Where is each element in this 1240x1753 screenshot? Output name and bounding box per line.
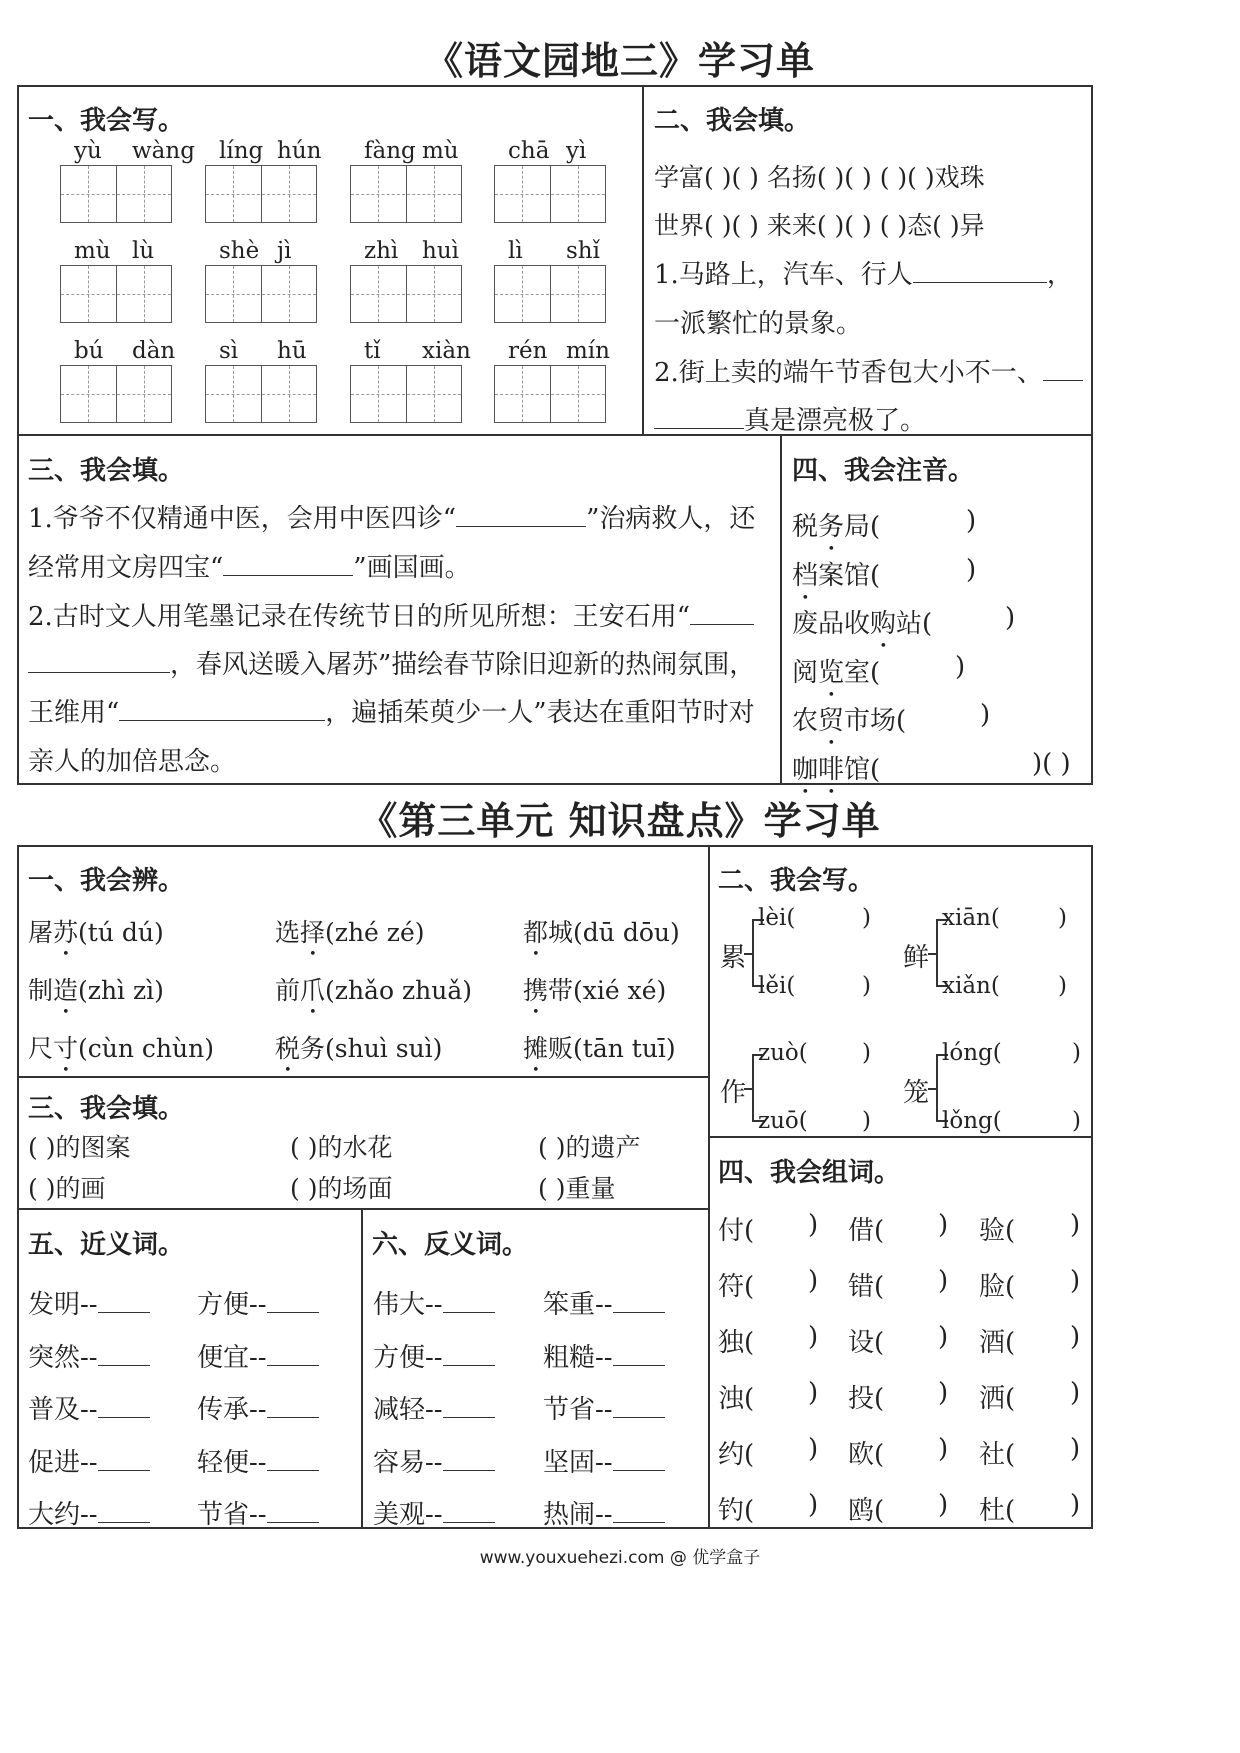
pinyin-label: mù [422, 138, 459, 164]
question-text: 王维用“ [28, 698, 120, 728]
section-heading-fill-2: 三、我会填。 [28, 456, 185, 486]
pronunciation-choice[interactable] [275, 971, 472, 1020]
answer-blank[interactable] [267, 1448, 319, 1471]
character-grid[interactable] [494, 265, 606, 323]
pronunciation-choice[interactable] [275, 1029, 442, 1078]
answer-blank[interactable] [443, 1395, 495, 1418]
dotted-char: 贸 [818, 706, 845, 736]
grid-guide [351, 294, 461, 295]
character-grid[interactable] [350, 165, 462, 223]
section-heading-fill: 二、我会填。 [654, 106, 811, 136]
word-pair [373, 1494, 495, 1531]
divider [361, 1208, 363, 1529]
answer-blank[interactable] [98, 1448, 150, 1471]
pinyin-label: lì [508, 238, 523, 264]
word-pair [197, 1442, 319, 1479]
word-pair [543, 1337, 665, 1374]
section-heading-phonetic: 四、我会注音。 [792, 456, 975, 486]
paren-close: ) [938, 1434, 949, 1464]
word-blank[interactable]: 洒( [979, 1384, 1016, 1414]
worksheet-title-1: 《语文园地三》学习单 [424, 39, 815, 83]
answer-blank[interactable] [456, 504, 586, 527]
word-pair [28, 1442, 150, 1479]
grid-guide [206, 194, 316, 195]
answer-blank[interactable] [98, 1500, 150, 1523]
word-blank[interactable]: 约( [718, 1440, 755, 1470]
answer-blank[interactable] [443, 1500, 495, 1523]
paren-close: ) [862, 973, 871, 999]
paren-close: ) [1072, 1040, 1081, 1066]
word-text: 节省-- [543, 1395, 613, 1425]
item-text: (zhé zé) [325, 918, 425, 947]
answer-paren[interactable]: ) [966, 506, 977, 536]
word-text: 坚固-- [543, 1447, 613, 1478]
pronunciation-choice[interactable] [523, 971, 666, 1020]
answer-blank[interactable] [443, 1290, 495, 1313]
pinyin-label: líng [219, 138, 264, 164]
item-text: 市场( [844, 706, 907, 736]
pinyin-label: dàn [132, 338, 176, 364]
pinyin-label: hū [277, 338, 307, 364]
item-text: 废品收 [792, 609, 871, 639]
question-text: 1.爷爷不仅精通中医，会用中医四诊“ [28, 504, 457, 534]
pronunciation-choice[interactable] [28, 971, 164, 1020]
word-pair [197, 1389, 319, 1426]
pronunciation-choice[interactable] [523, 913, 680, 962]
pronunciation-choice[interactable] [275, 913, 425, 962]
bracket [752, 1054, 754, 1122]
question-text: 真是漂亮极了。 [744, 406, 927, 436]
word-blank[interactable]: 钓( [718, 1496, 755, 1526]
answer-paren[interactable]: ) [980, 700, 991, 730]
dotted-char: 寸 [53, 1034, 79, 1063]
fill-line: 亲人的加倍思念。 [28, 747, 237, 777]
word-text: 普及-- [28, 1395, 98, 1425]
dotted-char: 览 [818, 657, 845, 688]
dotted-char: 择 [300, 918, 326, 947]
pinyin-label: xiàn [422, 338, 471, 364]
answer-paren[interactable]: )( ) [1032, 748, 1071, 779]
pinyin-option[interactable]: lěi( [758, 973, 796, 999]
word-blank[interactable]: 验( [979, 1216, 1016, 1246]
pronunciation-choice[interactable] [523, 1029, 676, 1078]
answer-blank[interactable] [267, 1290, 319, 1313]
grid-guide [495, 294, 605, 295]
word-text: 热闹-- [543, 1500, 613, 1530]
word-text: 轻便-- [197, 1447, 267, 1478]
item-text: (cùn chùn) [78, 1034, 214, 1063]
answer-blank[interactable] [98, 1290, 150, 1313]
answer-blank[interactable] [613, 1290, 665, 1313]
item-text: 局( [844, 512, 881, 542]
pinyin-label: shǐ [566, 238, 600, 264]
phonetic-item [792, 700, 906, 751]
character-grid[interactable] [494, 365, 606, 423]
word-pair [197, 1284, 319, 1321]
word-blank[interactable]: 鸥( [848, 1496, 885, 1526]
item-text: 站( [896, 609, 933, 639]
answer-blank[interactable] [913, 260, 1047, 283]
grid-guide [351, 394, 461, 395]
answer-paren[interactable]: ) [955, 651, 966, 682]
item-text: 尺 [28, 1034, 54, 1063]
grid-guide [61, 294, 171, 295]
item-text: 务(shuì suì) [300, 1034, 443, 1063]
item-text: 税 [792, 512, 819, 542]
fill-line [28, 596, 754, 633]
question-text: ，春风送暖入屠苏”描绘春节除旧迎新的热闹氛围， [170, 650, 756, 680]
paren-close: ) [808, 1490, 819, 1520]
pinyin-option[interactable]: lǒng( [942, 1108, 1002, 1134]
pinyin-label: jì [277, 238, 292, 264]
divider [17, 434, 1093, 436]
fill-question-1-cont: 一派繁忙的景象。 [654, 309, 863, 339]
pinyin-label: mù [74, 238, 111, 264]
item-text: 屠 [28, 918, 54, 947]
fill-line [28, 644, 755, 681]
dotted-char: 务 [818, 512, 845, 542]
phonetic-item [792, 555, 880, 606]
divider [642, 85, 644, 435]
section-heading-write-2: 二、我会写。 [718, 866, 875, 896]
character-grid[interactable] [350, 365, 462, 423]
word-text: 减轻-- [373, 1395, 443, 1425]
answer-blank[interactable] [98, 1343, 150, 1366]
dotted-char: 都 [523, 918, 549, 947]
answer-blank[interactable] [267, 1500, 319, 1523]
character-grid[interactable] [205, 165, 317, 223]
answer-blank[interactable] [613, 1448, 665, 1471]
word-blank[interactable]: 杜( [979, 1496, 1016, 1526]
paren-close: ) [938, 1490, 949, 1520]
section-heading-distinguish: 一、我会辨。 [28, 866, 185, 896]
paren-close: ) [1058, 973, 1067, 999]
item-text: 阅 [792, 657, 819, 688]
pinyin-label: wàng [132, 138, 195, 164]
answer-blank[interactable] [267, 1343, 319, 1366]
word-pair [197, 1337, 319, 1374]
answer-blank[interactable] [1043, 358, 1083, 381]
bracket [752, 919, 754, 987]
answer-paren[interactable]: ) [966, 554, 977, 585]
phonetic-item [792, 506, 880, 557]
polyphone-char: 鲜 [903, 943, 930, 973]
pronunciation-choice[interactable] [28, 1029, 214, 1078]
dotted-char: 税 [275, 1034, 301, 1063]
word-pair [28, 1284, 150, 1321]
item-text: (zhì zì) [78, 976, 164, 1005]
answer-blank[interactable] [267, 1395, 319, 1418]
polyphone-char: 笼 [903, 1078, 930, 1108]
paren-close: ) [808, 1266, 819, 1296]
item-text: 前 [275, 976, 301, 1005]
answer-blank[interactable] [613, 1395, 665, 1418]
question-text: ，遍插茱萸少一人”表达在重阳节时对 [325, 698, 755, 728]
word-blank[interactable]: 错( [848, 1272, 885, 1302]
word-pair [197, 1494, 319, 1531]
word-pair [28, 1389, 150, 1426]
paren-close: ) [1070, 1266, 1081, 1296]
question-text: ”治病救人，还 [586, 504, 756, 534]
answer-blank[interactable] [613, 1500, 665, 1523]
pinyin-label: sì [219, 338, 239, 364]
item-text: 贩(tān tuī) [548, 1034, 676, 1063]
pinyin-option[interactable]: xiān( [942, 905, 1000, 931]
character-grid[interactable] [205, 365, 317, 423]
paren-close: ) [938, 1378, 949, 1408]
paren-close: ) [1070, 1322, 1081, 1352]
paren-close: ) [862, 1040, 871, 1066]
pinyin-label: tǐ [364, 338, 381, 364]
answer-paren[interactable]: ) [1005, 603, 1016, 633]
section-heading-write: 一、我会写。 [28, 106, 185, 136]
grid-guide [495, 194, 605, 195]
word-text: 容易-- [373, 1447, 443, 1478]
word-blank[interactable]: 独( [718, 1328, 755, 1358]
paren-close: ) [862, 905, 871, 931]
pinyin-label: zhì [364, 238, 399, 264]
answer-blank[interactable] [690, 602, 754, 625]
question-text: 2.街上卖的端午节香包大小不一、 [654, 358, 1043, 388]
divider [708, 1136, 1093, 1138]
pinyin-option[interactable]: lóng( [942, 1040, 1002, 1066]
fill-line [28, 498, 755, 535]
pinyin-label: chā [508, 138, 550, 164]
worksheet-title-2: 《第三单元 知识盘点》学习单 [359, 799, 881, 843]
phonetic-item [792, 603, 932, 654]
word-pair [543, 1494, 665, 1531]
phrase-blank[interactable]: ( )的画 [28, 1174, 106, 1203]
fill-question-2 [654, 352, 1083, 389]
grid-guide [61, 194, 171, 195]
footer-watermark: www.youxuehezi.com @ 优学盒子 [479, 1548, 761, 1568]
word-pair [373, 1337, 495, 1374]
answer-blank[interactable] [613, 1343, 665, 1366]
word-text: 便宜-- [197, 1342, 267, 1373]
paren-close: ) [938, 1322, 949, 1352]
pinyin-label: yù [74, 138, 102, 164]
question-text: ， [1046, 260, 1073, 290]
item-text: 城(dū dōu) [548, 918, 680, 947]
word-blank[interactable]: 酒( [979, 1328, 1016, 1358]
item-text: 馆( [844, 754, 881, 785]
character-grid[interactable] [60, 265, 172, 323]
phrase-blank[interactable]: ( )的遗产 [538, 1133, 641, 1162]
pinyin-label: bú [74, 338, 104, 364]
paren-close: ) [808, 1210, 819, 1240]
paren-close: ) [1070, 1210, 1081, 1240]
word-pair [373, 1389, 495, 1426]
paren-close: ) [808, 1322, 819, 1352]
word-text: 笨重-- [543, 1290, 613, 1320]
word-text: 发明-- [28, 1290, 98, 1320]
grid-guide [206, 294, 316, 295]
word-blank[interactable]: 脸( [979, 1272, 1016, 1302]
dotted-char: 爪 [300, 976, 326, 1005]
item-text: 带(xié xé) [548, 976, 667, 1005]
character-grid[interactable] [60, 165, 172, 223]
answer-blank[interactable] [223, 553, 353, 576]
pinyin-option[interactable]: zuò( [758, 1040, 808, 1066]
paren-close: ) [1072, 1108, 1081, 1134]
phrase-blank[interactable]: ( )的图案 [28, 1133, 131, 1162]
paren-close: ) [808, 1378, 819, 1408]
answer-blank[interactable] [443, 1448, 495, 1471]
answer-blank[interactable] [119, 698, 325, 721]
character-grid[interactable] [494, 165, 606, 223]
word-pair [28, 1337, 150, 1374]
divider [708, 845, 710, 1529]
pinyin-option[interactable]: zuō( [758, 1108, 808, 1134]
section-heading-words: 四、我会组词。 [718, 1158, 901, 1188]
word-blank[interactable]: 付( [718, 1216, 755, 1246]
question-text: 经常用文房四宝“ [28, 553, 224, 583]
phonetic-item [792, 652, 880, 703]
divider [780, 434, 782, 785]
pinyin-label: huì [422, 238, 459, 264]
item-text: 案馆( [818, 560, 881, 591]
paren-close: ) [1070, 1434, 1081, 1464]
word-blank[interactable]: 投( [848, 1384, 885, 1414]
fill-question-1 [654, 254, 1073, 291]
paren-close: ) [862, 1108, 871, 1134]
word-text: 传承-- [197, 1395, 267, 1425]
word-pair [373, 1284, 495, 1321]
pinyin-option[interactable]: xiǎn( [942, 973, 1000, 999]
idiom-fill-line-1[interactable]: 学富( )( ) 名扬( )( ) ( )( )戏珠 [654, 163, 985, 192]
dotted-char: 咖啡 [792, 754, 845, 785]
word-text: 方便-- [373, 1342, 443, 1373]
grid-guide [351, 194, 461, 195]
answer-blank[interactable] [443, 1343, 495, 1366]
bracket [936, 1054, 938, 1122]
item-text: (tú dú) [78, 918, 164, 947]
character-grid[interactable] [205, 265, 317, 323]
dotted-char: 苏 [53, 918, 79, 947]
character-grid[interactable] [350, 265, 462, 323]
word-text: 突然-- [28, 1342, 98, 1373]
polyphone-char: 累 [720, 943, 747, 973]
word-text: 方便-- [197, 1290, 267, 1320]
fill-line [28, 547, 471, 584]
fill-line [28, 692, 755, 729]
answer-blank[interactable] [98, 1395, 150, 1418]
pinyin-label: lù [132, 238, 155, 264]
item-text: (zhǎo zhuǎ) [325, 976, 472, 1005]
word-blank[interactable]: 浊( [718, 1384, 755, 1414]
pinyin-label: mín [566, 338, 610, 364]
pinyin-label: yì [566, 138, 587, 164]
word-text: 伟大-- [373, 1290, 443, 1320]
question-text: 1.马路上，汽车、行人 [654, 260, 913, 290]
word-pair [543, 1442, 665, 1479]
word-pair [543, 1389, 665, 1426]
dotted-char: 摊 [523, 1034, 549, 1063]
section-heading-antonyms: 六、反义词。 [372, 1230, 529, 1260]
dotted-char: 购 [870, 609, 897, 639]
phrase-blank[interactable]: ( )的水花 [290, 1133, 393, 1162]
grid-guide [495, 394, 605, 395]
word-blank[interactable]: 借( [848, 1216, 885, 1246]
pinyin-label: hún [277, 138, 322, 164]
answer-blank[interactable] [654, 406, 744, 429]
item-text: 农 [792, 706, 819, 736]
word-text: 美观-- [373, 1500, 443, 1530]
paren-close: ) [1070, 1490, 1081, 1520]
word-text: 大约-- [28, 1500, 98, 1530]
pinyin-label: rén [508, 338, 548, 364]
word-text: 节省-- [197, 1500, 267, 1530]
phrase-blank[interactable]: ( )重量 [538, 1174, 616, 1203]
word-pair [373, 1442, 495, 1479]
section-heading-fill-3: 三、我会填。 [28, 1094, 185, 1124]
dotted-char: 档 [792, 560, 819, 591]
pronunciation-choice[interactable] [28, 913, 164, 962]
grid-guide [61, 394, 171, 395]
character-grid[interactable] [60, 365, 172, 423]
item-text: 室( [844, 657, 881, 688]
word-blank[interactable]: 设( [848, 1328, 885, 1358]
pinyin-label: fàng [364, 138, 416, 164]
paren-close: ) [938, 1266, 949, 1296]
word-blank[interactable]: 符( [718, 1272, 755, 1302]
bracket [936, 919, 938, 987]
phrase-blank[interactable]: ( )的场面 [290, 1174, 393, 1203]
item-text: 选 [275, 918, 301, 947]
grid-guide [206, 394, 316, 395]
pinyin-label: shè [219, 238, 260, 264]
pinyin-option[interactable]: lèi( [758, 905, 796, 931]
paren-close: ) [1058, 905, 1067, 931]
fill-question-2-cont [654, 400, 926, 437]
word-pair [543, 1284, 665, 1321]
word-pair [28, 1494, 150, 1531]
idiom-fill-line-2[interactable]: 世界( )( ) 来来( )( ) ( )态( )异 [654, 211, 985, 240]
word-text: 粗糙-- [543, 1342, 613, 1373]
item-text: 制 [28, 976, 54, 1005]
paren-close: ) [1070, 1378, 1081, 1408]
polyphone-char: 作 [720, 1078, 747, 1108]
question-text: 2.古时文人用笔墨记录在传统节日的所见所想：王安石用“ [28, 602, 691, 632]
answer-blank[interactable] [28, 650, 170, 673]
section-heading-synonyms: 五、近义词。 [28, 1230, 185, 1260]
word-blank[interactable]: 社( [979, 1440, 1016, 1470]
paren-close: ) [808, 1434, 819, 1464]
word-text: 促进-- [28, 1447, 98, 1478]
dotted-char: 携 [523, 976, 549, 1005]
word-blank[interactable]: 欧( [848, 1440, 885, 1470]
paren-close: ) [938, 1210, 949, 1240]
question-text: ”画国画。 [353, 553, 471, 583]
dotted-char: 造 [53, 976, 79, 1005]
